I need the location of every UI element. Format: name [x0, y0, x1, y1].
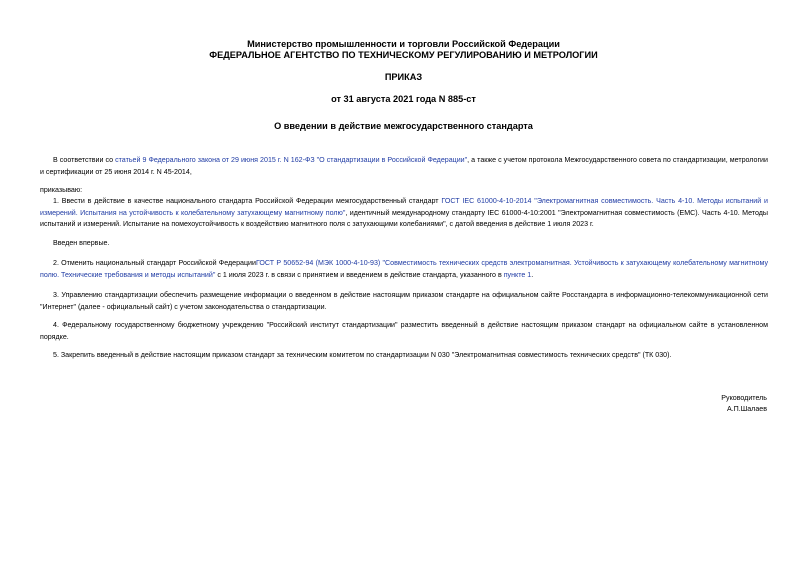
- federal-law-link[interactable]: статьей 9 Федерального закона от 29 июня 2015 г. N 162-ФЗ "О стандартизации в Российской Федерации": [115, 156, 468, 164]
- item-4-paragraph: [40, 320, 768, 343]
- item-5-text: 5. Закрепить введенный в действие настоящим приказом стандарт за техническим комитетом по стандартизации N 030 "Электромагнитная совместимость технических средств" (ТК 030).: [53, 351, 672, 359]
- page-title: О введении в действие межгосударственного стандарта: [274, 121, 533, 131]
- agency-heading: ФЕДЕРАЛЬНОЕ АГЕНТСТВО ПО ТЕХНИЧЕСКОМУ РЕГУЛИРОВАНИЮ И МЕТРОЛОГИИ: [209, 50, 598, 60]
- gost-iec-61000-4-10-link[interactable]: ГОСТ IEC 61000-4-10-2014 "Электромагнитная совместимость. Часть 4-10. Методы испытаний и измерений. Испытания на устойчивость к колебательному затухающему магнитному полю": [40, 197, 768, 217]
- signature-block: [721, 393, 767, 415]
- preamble-paragraph: [40, 155, 768, 178]
- item-2-text-middle: с 1 июля 2023 г. в связи с принятием и введением в действие стандарта, указанного в: [215, 270, 504, 279]
- item-3-text: 3. Управлению стандартизации обеспечить размещение информации о введенном в действие настоящим приказом стандарте на официальном сайте Росстандарта в информационно-телекоммуникационной сети "Интернет" (далее - официальный сайт) с учетом законодательства о стандартизации.: [40, 291, 768, 311]
- item-1-reference-link[interactable]: пункте 1: [503, 270, 532, 279]
- item-2-text-start: 2. Отменить национальный стандарт Российской Федерации: [53, 259, 256, 267]
- doc-type-heading: ПРИКАЗ: [384, 72, 423, 82]
- item-3-paragraph: [40, 290, 768, 313]
- item-4-text: 4. Федеральному государственному бюджетному учреждению "Российский институт стандартизации" разместить введенный в действие настоящим приказом стандарт на официальном сайте в установленном порядке.: [40, 321, 768, 341]
- item-2-paragraph: [40, 258, 768, 281]
- item-2-text-end: .: [531, 270, 534, 279]
- item-5-paragraph: [40, 350, 768, 362]
- signature-name: А.П.Шалаев: [726, 405, 767, 413]
- date-number-heading: от 31 августа 2021 года N 885-ст: [331, 94, 476, 104]
- introduced-first-text: Введен впервые.: [53, 239, 110, 247]
- gost-r-50652-94-link[interactable]: ГОСТ Р 50652-94 (МЭК 1000-4-10-93) "Совместимость технических средств электромагнитная. Устойчивость к затухающему колебательному магнитному полю. Технические требования и методы испытаний": [40, 259, 768, 279]
- order-word-text: приказываю:: [40, 186, 83, 194]
- ministry-heading: Министерство промышленности и торговли Российской Федерации: [247, 39, 560, 49]
- item-1-paragraph: [40, 196, 768, 231]
- item-1-text-start: 1. Ввести в действие в качестве национального стандарта Российской Федерации межгосударственный стандарт: [53, 197, 442, 205]
- preamble-text-end: , а также с учетом протокола Межгосударственного совета по стандартизации, метрологии и сертификации от 25 июня 2014 г. N 45-2014,: [40, 156, 768, 176]
- signature-role: Руководитель: [721, 394, 767, 402]
- item-1-text-end: , идентичный международному стандарту IEC 61000-4-10:2001 "Электромагнитная совместимость (ЕМС). Часть 4-10. Методы испытаний и измерений. Испытание на помехоустойчивость к воздействию магнитного поля с затухающими колебаниями", с датой введения в действие 1 июля 2023 г.: [40, 208, 769, 229]
- order-word: [40, 185, 768, 197]
- introduced-first-paragraph: [40, 238, 768, 250]
- preamble-text-start: В соответствии со: [53, 156, 116, 164]
